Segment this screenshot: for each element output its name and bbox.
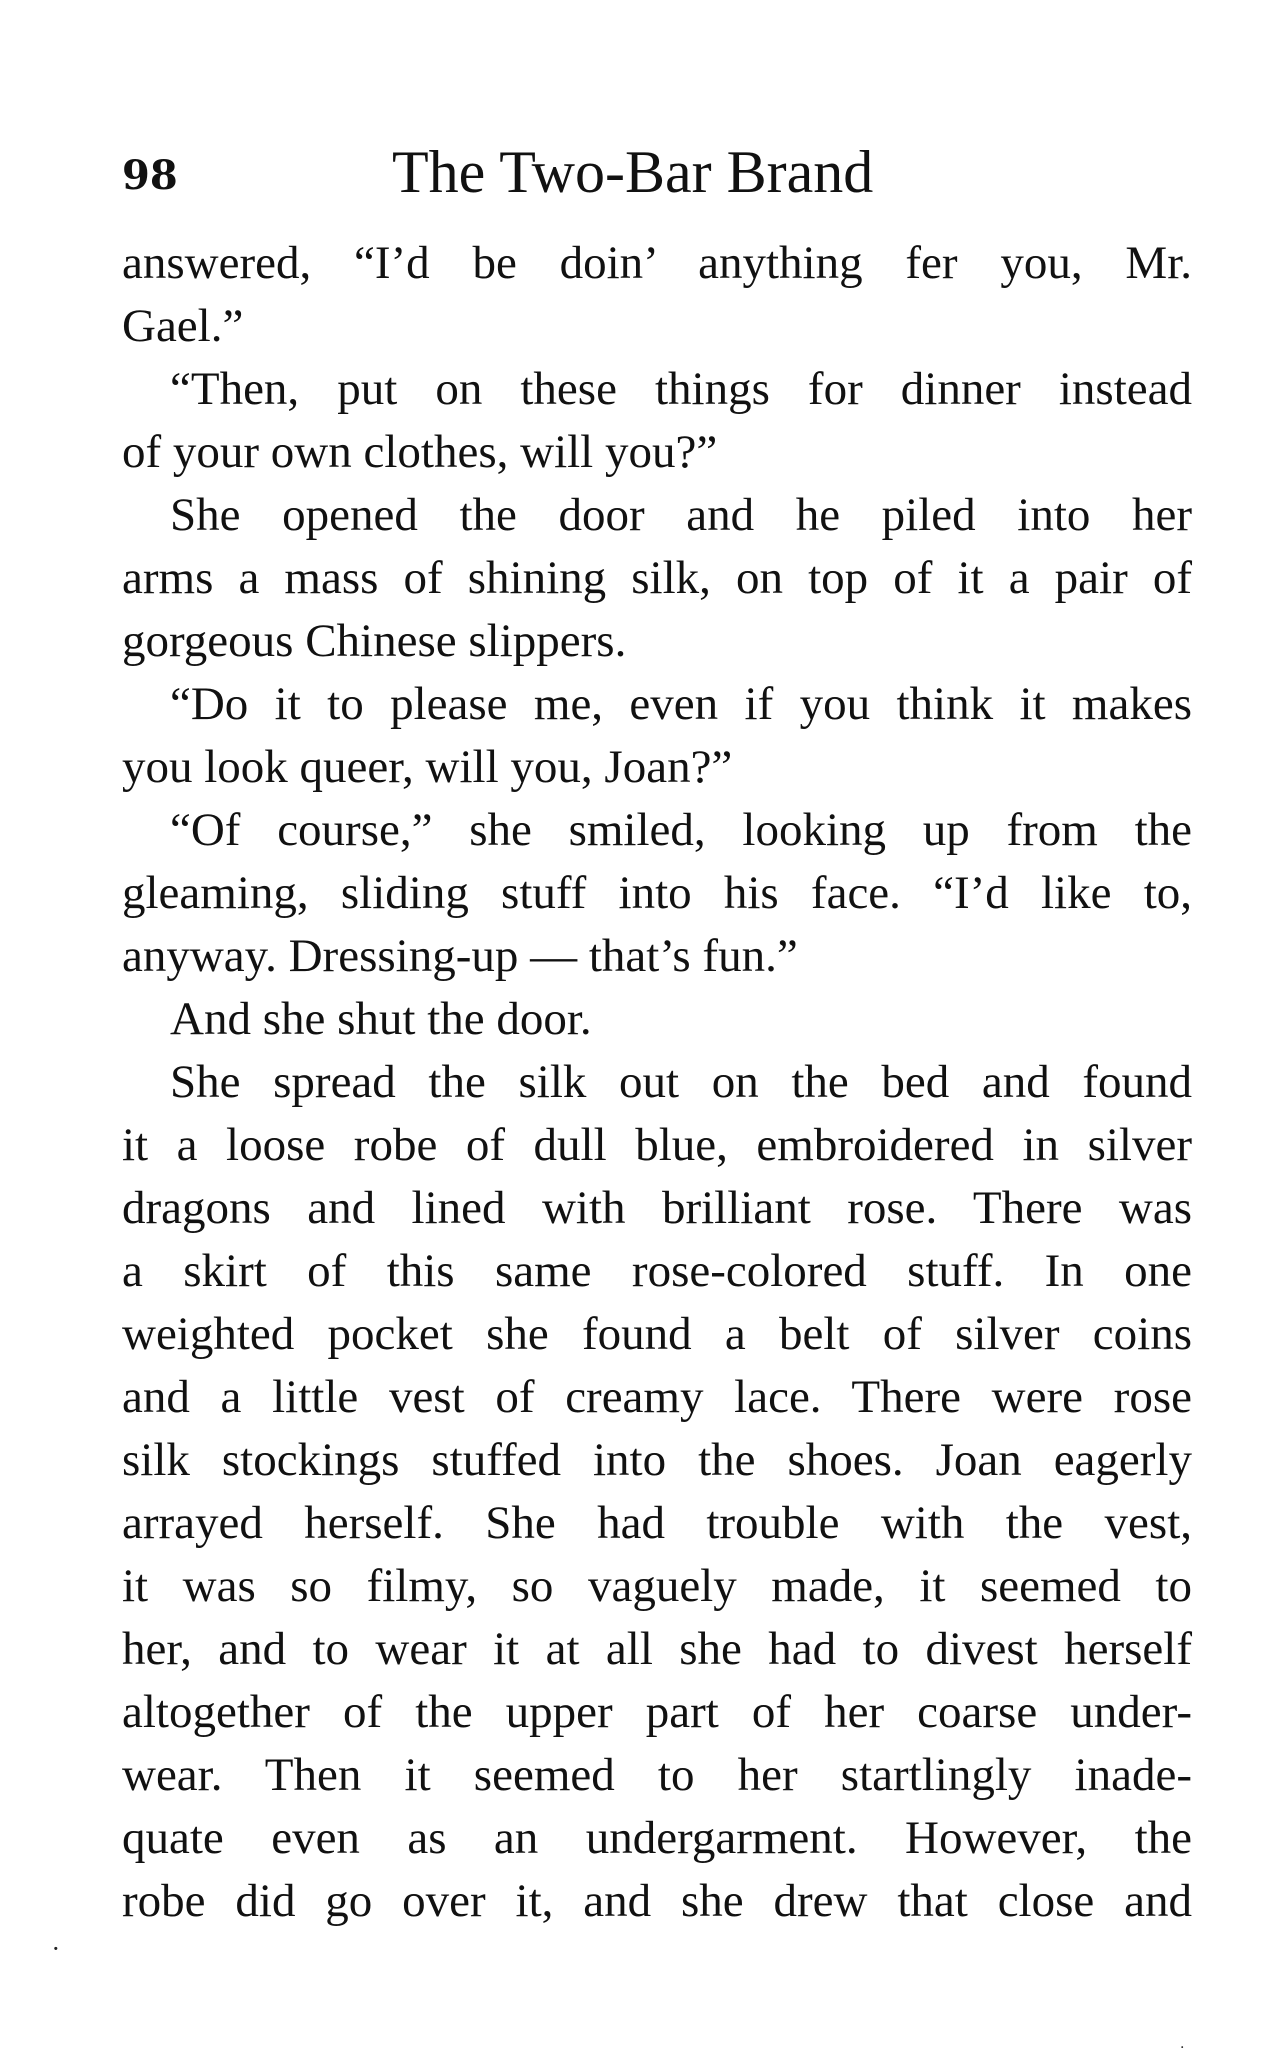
text-line: it a loose robe of dull blue, embroidered in silver <box>122 1119 1192 1171</box>
text-line: answered, “I’d be doin’ anything fer you, Mr. <box>122 237 1192 289</box>
text-line: dragons and lined with brilliant rose. There was <box>122 1182 1192 1234</box>
text-line: weighted pocket she found a belt of silver coins <box>122 1308 1192 1360</box>
text-line: arms a mass of shining silk, on top of it a pair of <box>122 552 1192 604</box>
text-line: robe did go over it, and she drew that close and <box>122 1875 1192 1927</box>
text-line: gleaming, sliding stuff into his face. “I’d like to, <box>122 867 1192 919</box>
text-line: She opened the door and he piled into her <box>170 489 1192 541</box>
text-line: Gael.” <box>122 300 244 352</box>
stray-dot-mark: · <box>1180 2040 1185 2056</box>
text-line: altogether of the upper part of her coarse under- <box>122 1686 1192 1738</box>
text-line: and a little vest of creamy lace. There were rose <box>122 1371 1192 1423</box>
text-line: you look queer, will you, Joan?” <box>122 741 733 793</box>
text-line: wear. Then it seemed to her startlingly inade- <box>122 1749 1192 1801</box>
text-line: gorgeous Chinese slippers. <box>122 615 627 667</box>
text-line: And she shut the door. <box>170 993 592 1045</box>
text-line: “Of course,” she smiled, looking up from the <box>170 804 1192 856</box>
text-line: “Then, put on these things for dinner instead <box>170 363 1192 415</box>
text-line: silk stockings stuffed into the shoes. Joan eagerly <box>122 1434 1192 1486</box>
text-line: it was so filmy, so vaguely made, it seemed to <box>122 1560 1192 1612</box>
text-line: “Do it to please me, even if you think it makes <box>170 678 1192 730</box>
running-title: The Two-Bar Brand <box>392 139 874 205</box>
text-line: a skirt of this same rose-colored stuff. In one <box>122 1245 1192 1297</box>
text-line: of your own clothes, will you?” <box>122 426 718 478</box>
stray-dot-mark: · <box>52 1935 60 1963</box>
text-line: her, and to wear it at all she had to divest herself <box>122 1623 1192 1675</box>
page-header <box>122 138 1202 208</box>
text-line: She spread the silk out on the bed and found <box>170 1056 1192 1108</box>
text-line: quate even as an undergarment. However, the <box>122 1812 1192 1864</box>
body-text <box>122 232 1192 1933</box>
text-line: arrayed herself. She had trouble with the vest, <box>122 1497 1192 1549</box>
page-number: 98 <box>122 152 178 199</box>
text-line: anyway. Dressing-up — that’s fun.” <box>122 930 798 982</box>
